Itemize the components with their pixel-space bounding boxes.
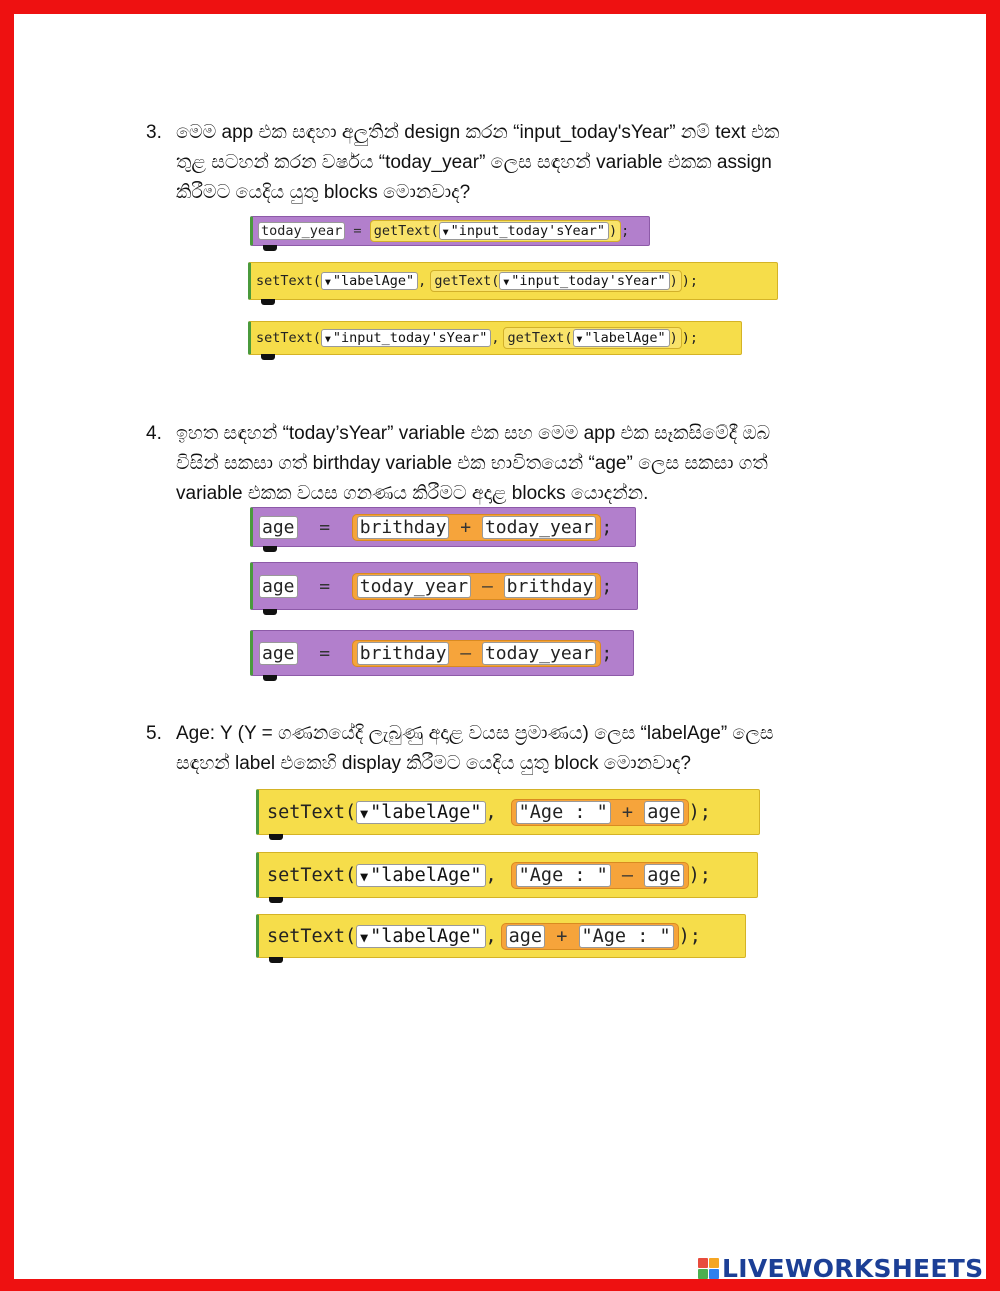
variable-today-year: today_year xyxy=(482,642,596,665)
dropdown-label-age[interactable]: ▼ "labelAge" xyxy=(356,864,485,887)
string-age-label: "Age : " xyxy=(516,801,611,824)
settext-function: setText( xyxy=(267,864,357,886)
assign-operator: = xyxy=(319,516,331,538)
expression-block: "Age : " – age xyxy=(511,862,689,889)
variable-age: age xyxy=(506,925,545,948)
gettext-block: getText( ▼ "input_today'sYear" ) xyxy=(370,220,621,242)
comma: , xyxy=(485,864,497,886)
variable-age: age xyxy=(644,801,683,824)
question-text-line: variable එකක වයස ගනණය කිරීමට අදාළ blocks යොදන්න. xyxy=(176,483,649,504)
variable-today-year: today_year xyxy=(357,575,471,598)
dropdown-arrow-icon: ▼ xyxy=(360,806,369,822)
dropdown-arrow-icon: ▼ xyxy=(576,334,583,345)
answer-option-q5-b[interactable] xyxy=(256,852,758,898)
question-text-line: මෙම app එක සඳහා අලුතින් design කරන “input_today'sYear” නම් text එක xyxy=(176,122,780,143)
liveworksheets-logo xyxy=(698,1254,983,1283)
comma: , xyxy=(491,330,500,346)
variable-age: age xyxy=(259,516,298,539)
block-terminator: ; xyxy=(601,575,613,597)
string-age-label: "Age : " xyxy=(579,925,674,948)
variable-today-year: today_year xyxy=(482,516,596,539)
answer-option-q4-b[interactable] xyxy=(250,562,638,610)
settext-function: setText( xyxy=(256,330,322,346)
gettext-block: getText( ▼ "labelAge" ) xyxy=(503,327,681,349)
answer-option-q4-a[interactable] xyxy=(250,507,636,547)
answer-option-q5-a[interactable] xyxy=(256,789,760,835)
settext-function: setText( xyxy=(267,925,357,947)
question-text-line: ඉහත සඳහන් “today’sYear” variable එක සහ මෙම app එක සෑකසිමේදී ඔබ xyxy=(176,423,771,444)
dropdown-input-today-syear[interactable]: ▼ "input_today'sYear" xyxy=(321,329,491,347)
expression-block: age + "Age : " xyxy=(501,923,679,950)
comma: , xyxy=(485,925,497,947)
assign-operator: = xyxy=(353,223,362,239)
comma: , xyxy=(485,801,497,823)
dropdown-label-age[interactable]: ▼ "labelAge" xyxy=(321,272,418,290)
answer-option-q3-b[interactable] xyxy=(248,262,778,300)
assign-operator: = xyxy=(319,642,331,664)
block-terminator: ; xyxy=(601,642,613,664)
expression-block: brithday + today_year xyxy=(352,514,602,541)
assign-operator: = xyxy=(319,575,331,597)
variable-birthday: brithday xyxy=(504,575,597,598)
dropdown-arrow-icon: ▼ xyxy=(442,227,449,238)
dropdown-arrow-icon: ▼ xyxy=(325,277,331,288)
dropdown-input-today-syear[interactable]: ▼ "input_today'sYear" xyxy=(439,222,609,240)
question-number: 4. xyxy=(146,423,162,444)
question-5 xyxy=(146,719,866,779)
question-text-line: සඳහන් label එකෙහි display කිරීමට යෙදිය යුතු block මොනවාද? xyxy=(176,753,691,774)
answer-option-q3-c[interactable] xyxy=(248,321,742,355)
dropdown-arrow-icon: ▼ xyxy=(360,930,369,946)
question-4 xyxy=(146,419,866,509)
dropdown-arrow-icon: ▼ xyxy=(503,277,510,288)
question-text-line: Age: Y (Y = ගණනයේදි ලැබුණු අදාළ වයස ප්‍රමාණය) ලෙස “labelAge” ලෙස xyxy=(176,723,774,744)
variable-today-year: today_year xyxy=(258,222,345,240)
dropdown-arrow-icon: ▼ xyxy=(325,334,331,345)
comma: , xyxy=(418,273,427,289)
answer-option-q5-c[interactable] xyxy=(256,914,746,958)
settext-function: setText( xyxy=(256,273,322,289)
settext-function: setText( xyxy=(267,801,357,823)
variable-age: age xyxy=(644,864,683,887)
question-number: 3. xyxy=(146,122,162,143)
variable-age: age xyxy=(259,575,298,598)
dropdown-label-age[interactable]: ▼ "labelAge" xyxy=(356,925,485,948)
answer-option-q3-a[interactable] xyxy=(250,216,650,246)
dropdown-label-age[interactable]: ▼ "labelAge" xyxy=(356,801,485,824)
block-terminator: ); xyxy=(688,801,711,823)
expression-block: today_year – brithday xyxy=(352,573,602,600)
dropdown-input-today-syear[interactable]: ▼ "input_today'sYear" xyxy=(499,272,669,290)
dropdown-label-age[interactable]: ▼ "labelAge" xyxy=(573,329,670,347)
variable-birthday: brithday xyxy=(357,642,450,665)
block-terminator: ); xyxy=(678,925,701,947)
question-3 xyxy=(146,118,866,208)
gettext-block: getText( ▼ "input_today'sYear" ) xyxy=(430,270,681,292)
question-number: 5. xyxy=(146,723,162,744)
block-terminator: ); xyxy=(681,330,699,346)
logo-icon xyxy=(698,1258,719,1279)
dropdown-arrow-icon: ▼ xyxy=(360,869,369,885)
block-terminator: ; xyxy=(621,223,630,239)
logo-text: LIVEWORKSHEETS xyxy=(722,1254,984,1283)
block-terminator: ; xyxy=(601,516,613,538)
question-text-line: විසින් සකසා ගත් birthday variable එක භාවිතයෙන් “age” ලෙස සකසා ගත් xyxy=(176,453,768,474)
question-text-line: කිරීමට යෙදිය යුතු blocks මොනවාද? xyxy=(176,182,471,203)
expression-block: brithday – today_year xyxy=(352,640,602,667)
question-text-line: තුළ සටහන් කරන වර්ෂය “today_year” ලෙස සඳහන් variable එකක assign xyxy=(176,152,772,173)
variable-birthday: brithday xyxy=(357,516,450,539)
block-terminator: ); xyxy=(688,864,711,886)
block-terminator: ); xyxy=(681,273,699,289)
variable-age: age xyxy=(259,642,298,665)
answer-option-q4-c[interactable] xyxy=(250,630,634,676)
expression-block: "Age : " + age xyxy=(511,799,689,826)
string-age-label: "Age : " xyxy=(516,864,611,887)
